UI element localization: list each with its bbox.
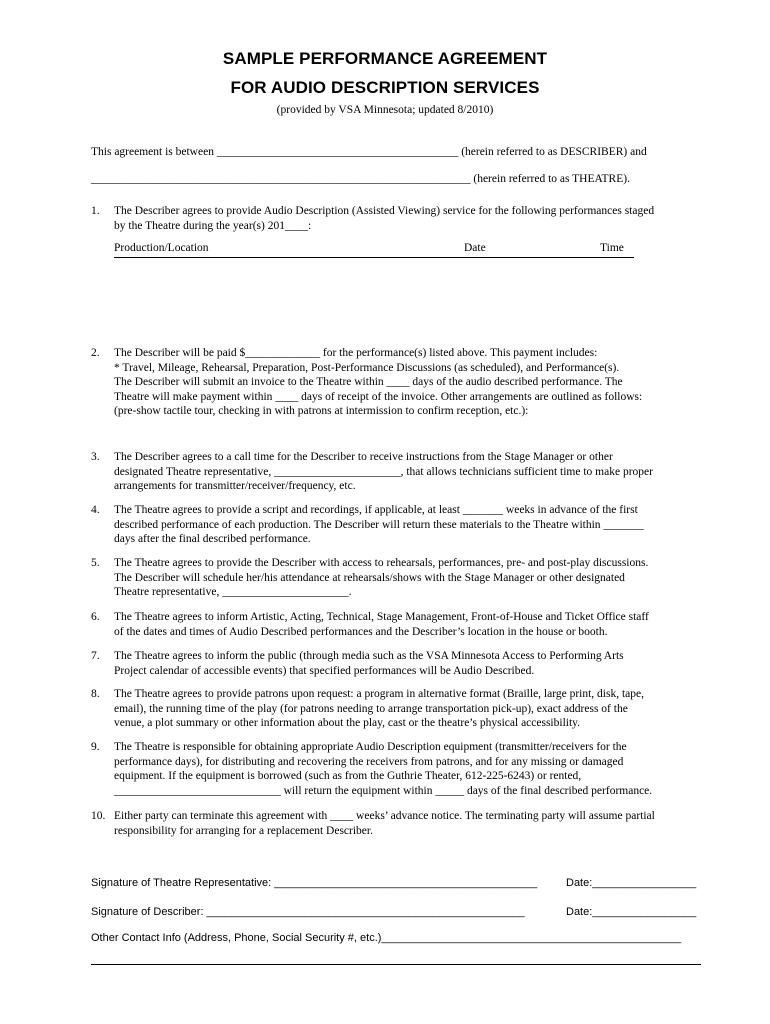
item-line: The Theatre agrees to inform the public (through media such as the VSA Minnesota Access to Performing Arts (114, 650, 624, 662)
item-line: performance days), for distributing and recovering the receivers from patrons, and for any missing or damaged (114, 755, 624, 768)
document-title-line2: FOR AUDIO DESCRIPTION SERVICES (230, 78, 540, 97)
item-line: The Theatre agrees to inform Artistic, Acting, Technical, Stage Management, Front-of-House and Ticket Office staff (114, 611, 649, 623)
item-line: The Describer will schedule her/his attendance at rehearsals/shows with the Stage Manager or other designated (114, 571, 625, 584)
intro-line-1: This agreement is between __________________________________________ (herein referred to as DESCRIBER) and (91, 146, 647, 158)
item-9-text (114, 740, 714, 798)
item-line: _____________________________ will return the equipment within _____ days of the final described performance. (114, 784, 653, 797)
item-line: The Theatre agrees to provide the Describer with access to rehearsals, performances, pre- and post-play discussions. (114, 557, 649, 569)
item-line: responsibility for arranging for a replacement Describer. (114, 824, 373, 837)
item-number: 10. (91, 810, 106, 822)
item-number: 6. (91, 611, 100, 623)
item-8-text (114, 687, 714, 731)
item-line: The Theatre is responsible for obtaining appropriate Audio Description equipment (transmitter/receivers for the (114, 741, 627, 753)
item-line: described performance of each production. The Describer will return these materials to the Theatre within _______ (114, 518, 644, 531)
item-line: The Describer agrees to a call time for the Describer to receive instructions from the Stage Manager or other (114, 451, 613, 463)
item-7-text (114, 649, 714, 678)
item-5-text (114, 556, 714, 600)
document-subtitle: (provided by VSA Minnesota; updated 8/2010) (276, 104, 494, 116)
describer-date-line[interactable]: Date:_________________ (566, 906, 697, 918)
other-contact-blank-line[interactable] (91, 964, 701, 965)
item-line: equipment. If the equipment is borrowed (such as from the Guthrie Theater, 612-225-6243) or rented, (114, 770, 582, 782)
item-line: by the Theatre during the year(s) 201____: (114, 219, 312, 232)
item-number: 5. (91, 557, 100, 569)
intro-line-2: __________________________________________________________________ (herein referred to as THEATRE). (91, 173, 630, 185)
item-line: designated Theatre representative, ______________________, that allows technicians sufficient time to make proper (114, 465, 653, 478)
item-2-text (114, 346, 714, 419)
item-number: 8. (91, 688, 100, 700)
item-line: The Theatre agrees to provide patrons upon request: a program in alternative format (Braille, large print, disk, tape, (114, 688, 644, 700)
item-line: Project calendar of accessible events) that specified performances will be Audio Described. (114, 664, 535, 677)
production-location-header: Production/Location (114, 242, 209, 254)
theatre-rep-signature-line[interactable]: Signature of Theatre Representative: ___________________________________________ (91, 877, 538, 889)
date-header: Date (464, 242, 486, 254)
item-number: 9. (91, 741, 100, 753)
item-3-text (114, 450, 714, 494)
item-line: Theatre will make payment within ____ days of receipt of the invoice. Other arrangements are outlined as follows: (114, 390, 643, 403)
time-header: Time (600, 242, 624, 254)
document-title-line1: SAMPLE PERFORMANCE AGREEMENT (222, 49, 548, 68)
item-number: 4. (91, 504, 100, 516)
item-line: The Describer will submit an invoice to the Theatre within ____ days of the audio described performance. The (114, 376, 623, 388)
item-line: The Describer will be paid $_____________ for the performance(s) listed above. This payment includes: (114, 347, 598, 359)
item-line: (pre-show tactile tour, checking in with patrons at intermission to confirm reception, etc.): (114, 405, 529, 417)
item-line: venue, a plot summary or other information about the play, cast or the theatre’s physical accessibility. (114, 717, 581, 729)
item-line: arrangements for transmitter/receiver/frequency, etc. (114, 480, 356, 492)
item-number: 1. (91, 205, 100, 217)
item-4-text (114, 503, 714, 547)
item-line: The Describer agrees to provide Audio Description (Assisted Viewing) service for the following performances staged (114, 205, 655, 217)
theatre-rep-date-line[interactable]: Date:_________________ (566, 877, 697, 889)
item-number: 2. (91, 347, 100, 359)
item-line: email), the running time of the play (for patrons needing to arrange transportation pick-up), exact address of the (114, 702, 628, 715)
item-line: days after the final described performance. (114, 533, 311, 545)
item-line: The Theatre agrees to provide a script and recordings, if applicable, at least _______ weeks in advance of the first (114, 504, 638, 516)
item-line: * Travel, Mileage, Rehearsal, Preparation, Post-Performance Discussions (as scheduled), and Performance(s). (114, 361, 620, 374)
item-number: 7. (91, 650, 100, 662)
performance-table-header (114, 242, 634, 258)
item-line: Either party can terminate this agreement with ____ weeks’ advance notice. The terminating party will assume partial (114, 810, 655, 822)
item-line: Theatre representative, ______________________. (114, 586, 352, 598)
item-line: of the dates and times of Audio Described performances and the Describer’s location in the house or booth. (114, 625, 608, 638)
item-10-text (114, 809, 714, 838)
item-6-text (114, 610, 714, 639)
describer-signature-line[interactable]: Signature of Describer: ____________________________________________________ (91, 906, 525, 918)
item-1-text (114, 204, 714, 233)
other-contact-info-line[interactable]: Other Contact Info (Address, Phone, Social Security #, etc.)_________________________________________________ (91, 932, 682, 944)
item-number: 3. (91, 451, 100, 463)
